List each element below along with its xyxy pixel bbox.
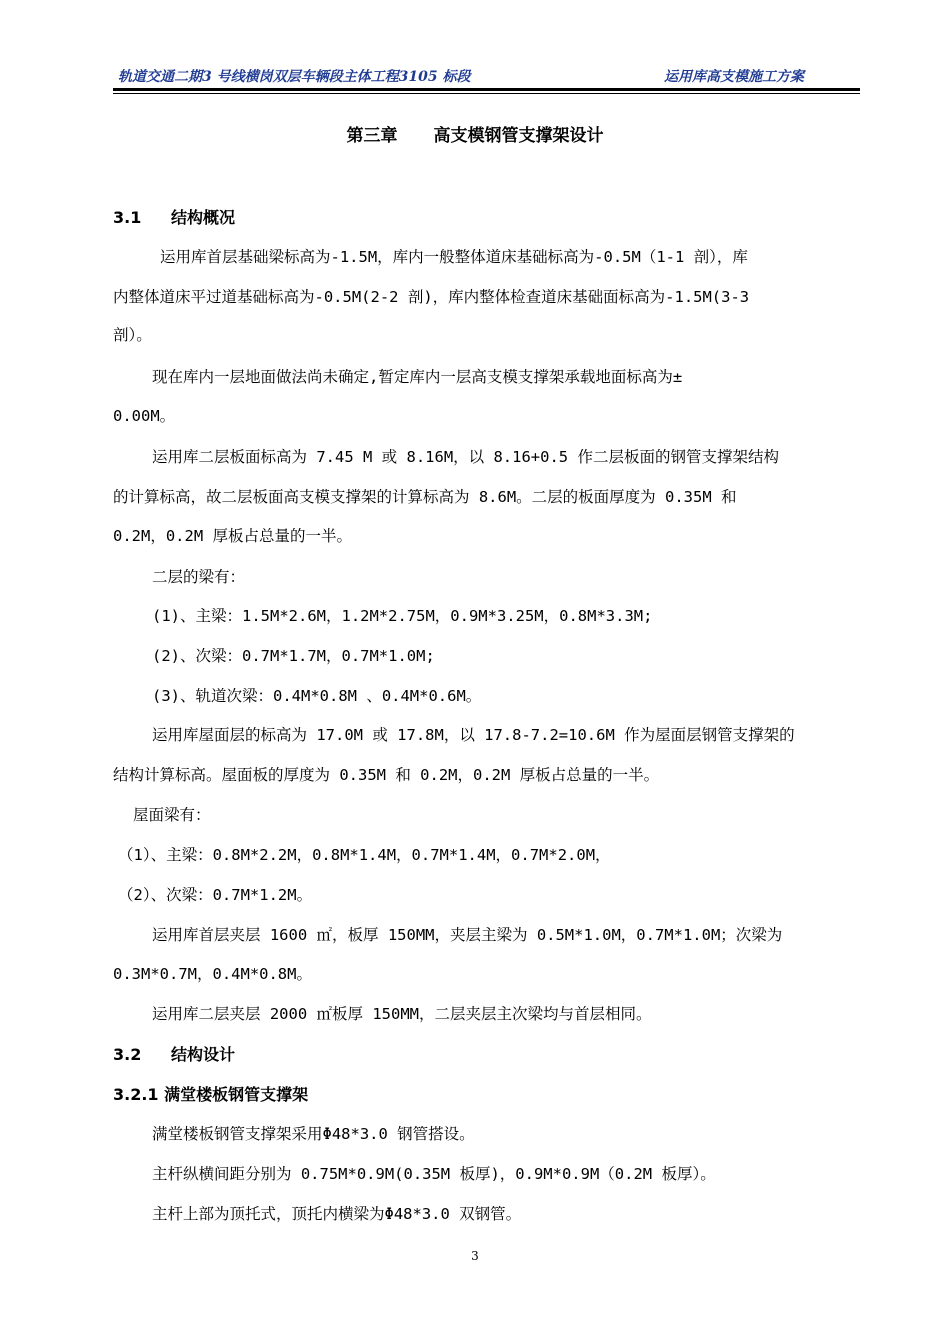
list-item: (2)、次梁：0.7M*1.7M，0.7M*1.0M; (152, 647, 435, 665)
paragraph-line: 满堂楼板钢管支撑架采用Φ48*3.0 钢管搭设。 (152, 1125, 475, 1143)
section-heading-3-1 (113, 205, 235, 228)
paragraph-line: 0.00M。 (113, 407, 176, 425)
list-item: （1）、主梁：0.8M*2.2M，0.8M*1.4M，0.7M*1.4M，0.7M*2.0M， (118, 846, 611, 864)
paragraph-line: 的计算标高，故二层板面高支模支撑架的计算标高为 8.6M。二层的板面厚度为 0.35M 和 (113, 488, 737, 506)
page-number: 3 (471, 1249, 479, 1263)
header-project-title: 轨道交通二期3 号线横岗双层车辆段主体工程3105 标段 (118, 69, 471, 85)
subsection-heading-3-2-1: 3.2.1 满堂楼板钢管支撑架 (113, 1085, 309, 1104)
list-intro: 屋面梁有： (133, 806, 211, 824)
section-title: 结构设计 (171, 1045, 236, 1064)
section-heading-3-2 (113, 1042, 235, 1065)
paragraph-line: 运用库首层夹层 1600 ㎡，板厚 150MM，夹层主梁为 0.5M*1.0M，0.7M*1.0M；次梁为 (152, 926, 783, 944)
list-item: (3)、轨道次梁：0.4M*0.8M 、0.4M*0.6M。 (152, 687, 482, 705)
section-title: 结构概况 (171, 208, 236, 227)
section-number: 3.1 (113, 208, 142, 227)
chapter-number: 第三章 (346, 126, 398, 146)
paragraph-line: 剖）。 (113, 326, 152, 344)
list-intro: 二层的梁有： (152, 568, 246, 586)
paragraph-line: 运用库二层夹层 2000 ㎡板厚 150MM，二层夹层主次梁均与首层相同。 (152, 1005, 652, 1023)
paragraph-line: 0.3M*0.7M，0.4M*0.8M。 (113, 965, 312, 983)
list-item: (1)、主梁：1.5M*2.6M，1.2M*2.75M，0.9M*3.25M，0.8M*3.3M; (152, 607, 653, 625)
header-rule-thick (113, 88, 860, 91)
paragraph-line: 结构计算标高。屋面板的厚度为 0.35M 和 0.2M，0.2M 厚板占总量的一半。 (113, 766, 660, 784)
paragraph-line: 现在库内一层地面做法尚未确定,暂定库内一层高支模支撑架承载地面标高为± (152, 368, 683, 386)
paragraph-line: 运用库首层基础梁标高为-1.5M，库内一般整体道床基础标高为-0.5M（1-1 剖），库 (160, 248, 748, 266)
list-item: （2）、次梁：0.7M*1.2M。 (118, 886, 313, 904)
paragraph-line: 运用库二层板面标高为 7.45 M 或 8.16M，以 8.16+0.5 作二层板面的钢管支撑架结构 (152, 448, 779, 466)
paragraph-line: 内整体道床平过道基础标高为-0.5M(2-2 剖)，库内整体检查道床基础面标高为-1.5M(3-3 (113, 288, 750, 306)
paragraph-line: 0.2M，0.2M 厚板占总量的一半。 (113, 527, 352, 545)
paragraph-line: 运用库屋面层的标高为 17.0M 或 17.8M，以 17.8-7.2=10.6M 作为屋面层钢管支撑架的 (152, 726, 795, 744)
paragraph-line: 主杆纵横间距分别为 0.75M*0.9M(0.35M 板厚)，0.9M*0.9M（0.2M 板厚）。 (152, 1165, 716, 1183)
section-number: 3.2 (113, 1045, 142, 1064)
header-document-title: 运用库高支模施工方案 (664, 69, 804, 85)
header-rule-thin (113, 93, 860, 94)
paragraph-line: 主杆上部为顶托式，顶托内横梁为Φ48*3.0 双钢管。 (152, 1205, 522, 1223)
chapter-heading (0, 121, 950, 146)
chapter-title: 高支模钢管支撑架设计 (433, 126, 604, 146)
